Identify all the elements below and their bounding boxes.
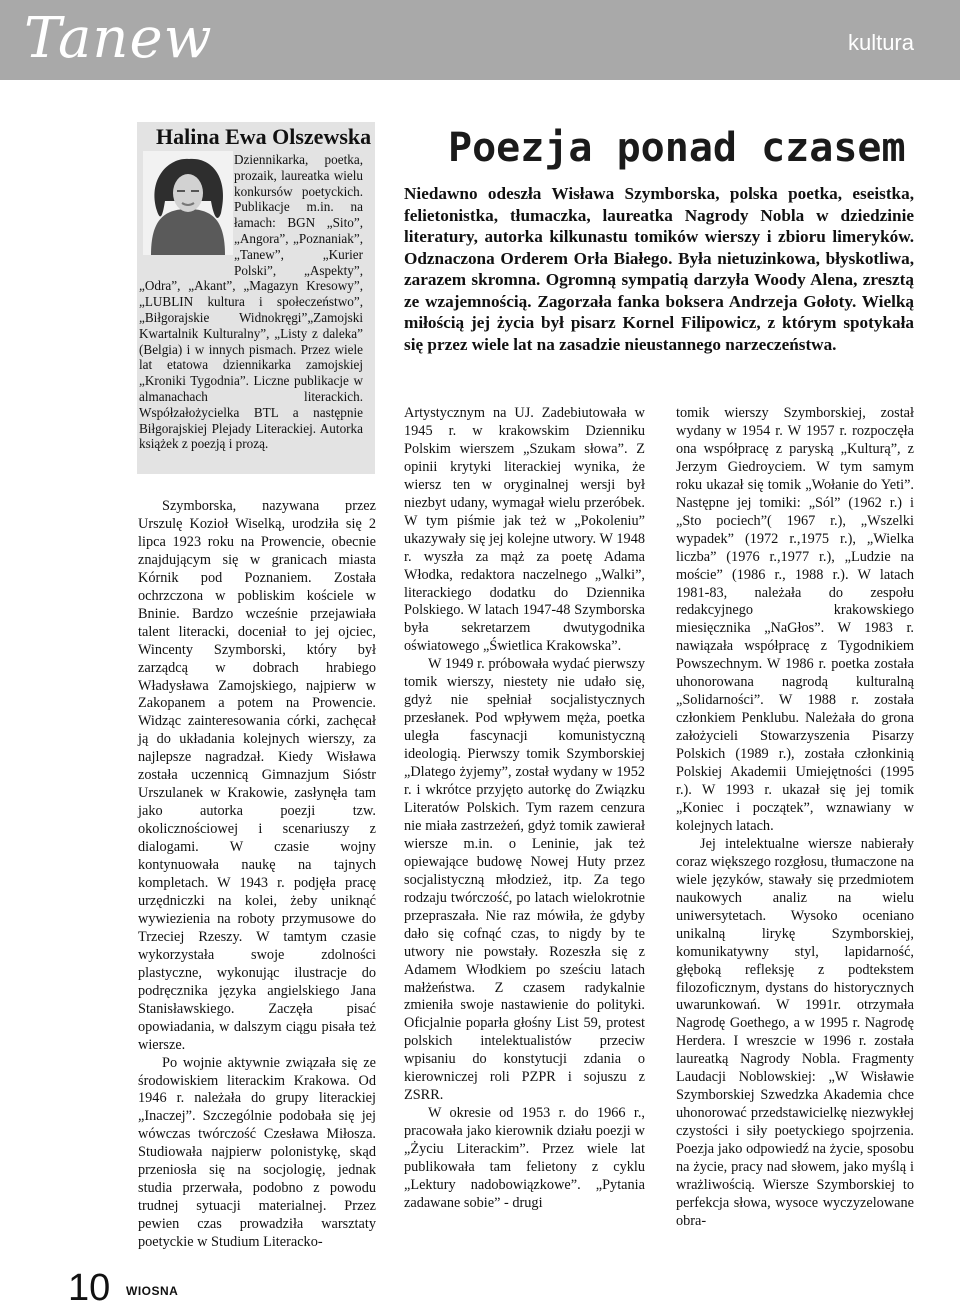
paragraph: tomik wierszy Szymborskiej, został wydany w 1954 r. W 1957 r. rozpoczęła ona współpracę z paryską „Kulturą”, z Jerzym Giedroyciem. W tym samym roku ukazał się tomik „Wołanie do Yeti”. Następne jej tomiki: „Sól” (1962 r.) i „Sto pociech”( 1967 r.), „Wszelki wypadek” (1972 r.,1975 r.), „Wielka liczba” (1976 r.,1977 r.), „Ludzie na moście” (1986 r., 1988 r.). W latach 1981-83, należała do zespołu redakcyjnego krakowskiego miesięcznika „NaGłos”. W 1983 r. nawiązała współpracę z Tygodnikiem Powszechnym. W 1986 r. poetka została uhonorowana nagrodą kulturalną „Solidarności”. W 1988 r. została członkiem Penklubu. Należała do grona założycieli Stowarzyszenia Pisarzy Polskich (1989 r.), została członkinią Polskiej Akademii Umiejętności (1995 r.). W 1993 r. ukazał się jej tomik „Koniec i początek”, wznawiany w kolejnych latach. (676, 405, 914, 834)
author-bio: Dziennikarka, poetka, prozaik, laureatka wielu konkursów poetyckich. Publikacje m.in. na łamach: BGN „Sito”, „Angora”, „Poznaniak”, „Tanew”, „Kurier Polski”, „Aspekty”, „Odra”, „Akant”, „Magazyn Kresowy”, „LUBLIN kultura i społeczeństwo”, „Biłgorajskie Widnokręgi”„Zamojski Kwartalnik Kulturalny”, „Listy z daleka” (Belgia) i w innych pismach. Przez wiele lat etatowa dziennikarka zamojskiej „Kroniki Tygodnia”. Liczne publikacje w almanachach literackich. Współzałożycielka BTL a następnie Biłgorajskiej Plejady Literackiej. Autorka książek z poezją i prozą. (139, 152, 363, 452)
paragraph: W okresie od 1953 r. do 1966 r., pracowała jako kierownik działu poezji w „Życiu Literackim”. Przez wiele lat publikowała tam felietony z cyklu „Lektury nadobowiązkowe”. „Pytania zadawane sobie” - drugi (404, 1105, 645, 1211)
paragraph: W 1949 r. próbowała wydać pierwszy tomik wierszy, niestety nie udało się, gdyż nie spełniał socjalistycznych przesłanek. Pod wpływem męża, poetka uległa fascynacji komunistyczną ideologią. Pierwszy tomik Szymborskiej „Dlatego żyjemy”, został wydany w 1952 r. i wkrótce przyjęto autorkę do Związku Literatów Polskich. Tym razem cenzura nie miała zastrzeżeń, gdyż tomik zawierał wiersze m.in. o Leninie, jak też opiewające budowę Nowej Huty przez socjalistyczną młodzież, itp. Za tego rodzaju twórczość, po latach wielokrotnie przepraszała. Nie raz mówiła, że gdyby dało się cofnąć czas, to nigdy by te utwory nie powstały. Rozeszła się z Adamem Włodkiem po sześciu latach małżeństwa. Z czasem radykalnie zmieniła swoje nastawienie do polityki. Oficjalnie poparła głośny List 59, protest polskich intelektualistów przeciw wpisaniu do konstytucji zdania o kierowniczej roli PZPR i sojuszu z ZSRR. (404, 656, 645, 1104)
page-number: 10 (68, 1267, 111, 1309)
section-label: kultura (847, 30, 914, 55)
text-column-1 (138, 498, 376, 1252)
magazine-logo: Tanew (24, 6, 213, 71)
paragraph: Artystycznym na UJ. Zadebiutowała w 1945 r. w krakowskim Dzienniku Polskim wierszem „Szukam słowa”. Z opinii krytyki literackiej wynika, że wiersz ten w oryginalnej wersji był niezbyt udany, wymagał wielu przeróbek. W tym piśmie jak też w „Pokoleniu” ukazywały się jej kolejne utwory. W 1948 r. wyszła za mąż za poetę Adama Włodka, redaktora naczelnego „Walki”, literackiego dodatku do Dziennika Polskiego. W latach 1947-48 Szymborska była sekretarzem dwutygodnika oświatowego „Świetlica Krakowska”. (404, 405, 645, 655)
paragraph: Po wojnie aktywnie związała się ze środowiskiem literackim Krakowa. Od 1946 r. należała do grupy literackiej „Inaczej”. Szczególnie podobała się jej wówczas twórczość Czesława Miłosza. Studiowała najpierw polonistykę, skąd przeniosła się na socjologię, jednak studia przerwała, podobno z powodu trudnej sytuacji materialnej. Przez pewien czas prowadziła warsztaty poetyckie w Studium Literacko- (138, 1054, 376, 1251)
magazine-name: WIOSNA (126, 1284, 179, 1298)
text-column-3 (676, 405, 914, 1231)
author-name: Halina Ewa Olszewska (156, 124, 372, 149)
paragraph: Jej intelektualne wiersze nabierały coraz większego rozgłosu, tłumaczone na wiele języków, stawały się przedmiotem naukowych analiz na wielu uniwersytetach. Wysoko oceniano unikalną lirykę Szymborskiej, komunikatywny styl, lapidarność, głęboką refleksję z podtekstem filozoficznym, dystans do historycznych uwarunkowań. W 1991r. otrzymała Nagrodę Goethego, a w 1995 r. Nagrodę Herdera. I wreszcie w 1996 r. została laureatką Nagrody Nobla. Fragmenty Laudacji Noblowskiej: „W Wisławie Szymborskiej Szwedzka Akademia chce uhonorować przedstawicielkę niezwykłej czystości i siły poetyckiego spojrzenia. Poezja jako odpowiedź na życie, sposobu na życie, pracy nad słowem, jako myślą i wrażliwością. Wiersze Szymborskiej to perfekcja słowa, wysoce wyczyzelowane obra- (676, 835, 914, 1229)
article-title: Poezja ponad czasem (448, 125, 906, 171)
article-lead: Niedawno odeszła Wisława Szymborska, polska poetka, eseistka, felietonistka, tłumaczka, laureatka Nagrody Nobla w dziedzinie literatury, autorka kilkunastu tomików wierszy i zbioru limeryków. Odznaczona Orderem Orła Białego. Była nietuzinkowa, błyskotliwa, zarazem skromna. Ogromną sympatią darzyła Woody Alena, zresztą ze wzajemnością. Zagorzała fanka boksera Andrzeja Gołoty. Wielką miłością jej życia był pisarz Kornel Filipowicz, z którym spotykała się przez wiele lat na zasadzie nieustannego narzeczeństwa. (404, 184, 914, 354)
header-bar (0, 0, 960, 80)
paragraph: Szymborska, nazywana przez Urszulę Kozioł Wiselką, urodziła się 2 lipca 1923 roku na Prowencie, obecnie znajdującym się w granicach miasta Kórnik pod Poznaniem. Została ochrzczona w pobliskim kościele w Bninie. Bardzo wcześnie przejawiała talent literacki, doceniał to jej ojciec, Wincenty Szymborski, który był zarządcą w dobrach hrabiego Władysława Zamojskiego, najpierw w Zakopanem a potem na Prowencie. Widząc zainteresowania córki, zachęcał ją do układania kolejnych wierszy, za najlepsze nagradzał. Kiedy Wisława została uczennicą Gimnazjum Sióstr Urszulanek w Krakowie, zasłynęła tam jako autorka poezji tzw. okolicznościowej i scenariuszy z dialogami. W czasie wojny kontynuowała naukę na tajnych kompletach. W 1943 r. podjęła pracę urzędniczki na kolei, żeby uniknąć wywiezienia na roboty przymusowe do Trzeciej Rzeszy. W tamtym czasie wykorzystała swoje zdolności plastyczne, wykonując ilustracje do podręcznika języka angielskiego Jana Stanisławskiego. Zaczęła pisać opowiadania, w dalszym ciągu pisała też wiersze. (138, 498, 376, 1053)
text-column-2 (404, 405, 645, 1213)
